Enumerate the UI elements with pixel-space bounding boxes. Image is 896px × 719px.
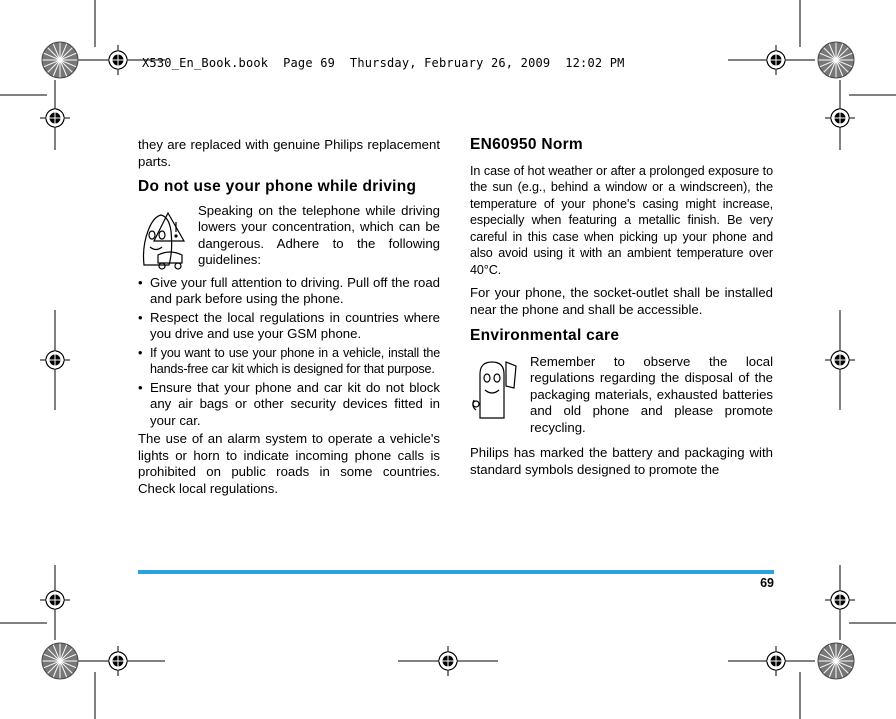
registration-mark: [825, 103, 855, 133]
section-heading-driving: Do not use your phone while driving: [138, 178, 417, 195]
registration-mark: [825, 585, 855, 615]
registration-mark: [103, 45, 133, 75]
starburst-mark: [818, 42, 854, 78]
intro-text: they are replaced with genuine Philips replacement parts.: [138, 137, 440, 169]
socket-outlet-text: For your phone, the socket-outlet shall be installed near the phone and shall be accessible.: [470, 285, 773, 317]
registration-mark: [761, 45, 791, 75]
recycling-phone-illustration: [470, 356, 526, 422]
section-heading-environment: Environmental care: [470, 327, 620, 344]
environment-text: Remember to observe the local regulations regarding the disposal of the packaging materials, exhausted batteries and old phone and please promote recycling.: [530, 353, 773, 435]
starburst-mark: [42, 643, 78, 679]
list-item: • Give your full attention to driving. Pull off the road and park before using the phone.: [138, 274, 440, 306]
section-heading-en60950: EN60950 Norm: [470, 136, 584, 153]
environment-figure-block: [470, 354, 773, 437]
registration-mark: [103, 646, 133, 676]
driving-figure-block: [138, 203, 440, 269]
list-item: • Respect the local regulations in countries where you drive and use your GSM phone.: [138, 309, 440, 341]
driving-warning-illustration: [138, 205, 194, 271]
closing-text: The use of an alarm system to operate a vehicle's lights or horn to indicate incoming phone calls is prohibited on public roads in some countries. Check local regulations.: [138, 431, 440, 496]
registration-mark: [825, 345, 855, 375]
registration-mark: [433, 646, 463, 676]
battery-symbols-text: Philips has marked the battery and packaging with standard symbols designed to promote the: [470, 445, 773, 477]
driving-guidelines-list: [138, 275, 440, 430]
right-column: [470, 137, 773, 478]
left-column: [138, 137, 440, 497]
registration-mark: [761, 646, 791, 676]
starburst-mark: [42, 42, 78, 78]
list-item: • Ensure that your phone and car kit do not block any air bags or other security devices fitted in your car.: [138, 379, 440, 428]
registration-mark: [40, 345, 70, 375]
list-item: • If you want to use your phone in a vehicle, install the hands-free car kit which is designed for that purpose.: [138, 345, 440, 376]
registration-mark: [40, 585, 70, 615]
footer-rule: [138, 570, 774, 574]
page-number: 69: [760, 576, 774, 590]
print-header: X530_En_Book.book Page 69 Thursday, February 26, 2009 12:02 PM: [142, 56, 625, 70]
registration-mark: [40, 103, 70, 133]
hot-weather-text: In case of hot weather or after a prolonged exposure to the sun (e.g., behind a window or a windscreen), the temperature of your phone's casing might increase, especially when featuring a metallic finish. Be very careful in this case when picking up your phone and also avoid using it with an ambient temperature over 40°C.: [470, 163, 773, 277]
starburst-mark: [818, 643, 854, 679]
driving-intro-text: Speaking on the telephone while driving lowers your concentration, which can be dangerous. Adhere to the following guidelines:: [198, 202, 440, 267]
